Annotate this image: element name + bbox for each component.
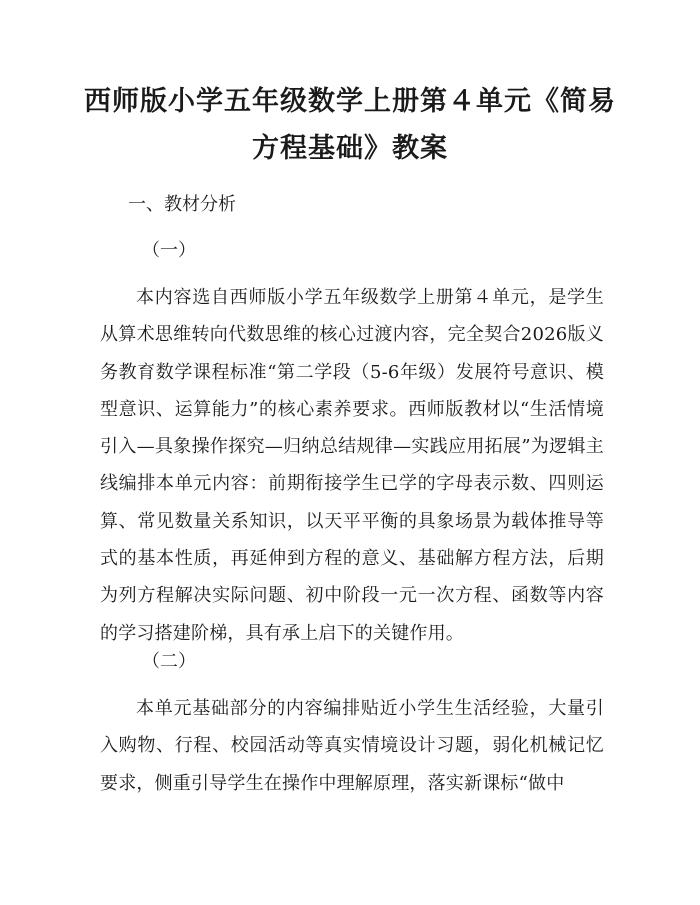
document-title-line-2: 方程基础》教案	[252, 133, 448, 164]
document-title-line-1: 西师版小学五年级数学上册第４单元《简易	[84, 86, 616, 117]
subsection-marker-2: （二）	[142, 651, 196, 672]
paragraph-1: 本内容选自西师版小学五年级数学上册第４单元，是学生从算术思维转向代数思维的核心过渡内容，完全契合2026版义务教育数学课程标准“第二学段（5-6年级）发展符号意识、模型意识、运算能力”的核心素养要求。西师版教材以“生活情境引入—具象操作探究—归纳总结规律—实践应用拓展”为逻辑主线编排本单元内容：前期衔接学生已学的字母表示数、四则运算、常见数量关系知识，以天平平衡的具象场景为载体推导等式的基本性质，再延伸到方程的意义、基础解方程方法，后期为列方程解决实际问题、初中阶段一元一次方程、函数等内容的学习搭建阶梯，具有承上启下的关键作用。	[100, 287, 604, 644]
subsection-marker-1: （一）	[142, 240, 196, 261]
section-heading-textbook-analysis: 一、教材分析	[128, 194, 236, 215]
paragraph-2: 本单元基础部分的内容编排贴近小学生生活经验，大量引入购物、行程、校园活动等真实情境设计习题，弱化机械记忆要求，侧重引导学生在操作中理解原理，落实新课标“做中	[100, 698, 604, 794]
